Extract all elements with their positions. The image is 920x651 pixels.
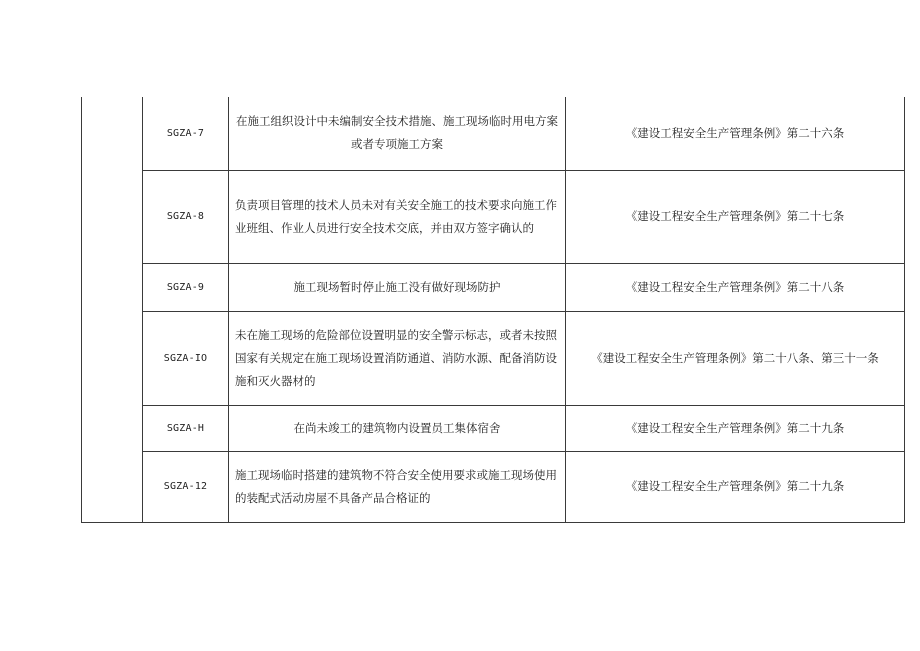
- table-row: [82, 311, 905, 405]
- table-row: [82, 170, 905, 263]
- legal-basis: 《建设工程安全生产管理条例》第二十九条: [566, 451, 905, 522]
- violation-description: 未在施工现场的危险部位设置明显的安全警示标志，或者未按照国家有关规定在施工现场设置消防通道、消防水源、配备消防设施和灭火器材的: [229, 311, 566, 405]
- legal-basis: 《建设工程安全生产管理条例》第二十八条: [566, 263, 905, 311]
- table-row: [82, 405, 905, 451]
- table-row: [82, 451, 905, 522]
- legal-basis: 《建设工程安全生产管理条例》第二十八条、第三十一条: [566, 311, 905, 405]
- violation-description: 施工现场临时搭建的建筑物不符合安全使用要求或施工现场使用的装配式活动房屋不具备产品合格证的: [229, 451, 566, 522]
- violation-code: SGZA-9: [143, 263, 229, 311]
- violation-code: SGZA-H: [143, 405, 229, 451]
- legal-basis: 《建设工程安全生产管理条例》第二十七条: [566, 170, 905, 263]
- violation-code: SGZA-8: [143, 170, 229, 263]
- table-row: [82, 263, 905, 311]
- merged-category-cell: [82, 97, 143, 522]
- violation-code: SGZA-12: [143, 451, 229, 522]
- legal-basis: 《建设工程安全生产管理条例》第二十六条: [566, 97, 905, 170]
- violation-description: 在尚未竣工的建筑物内设置员工集体宿舍: [229, 405, 566, 451]
- table-row: [82, 97, 905, 170]
- violation-description: 施工现场暂时停止施工没有做好现场防护: [229, 263, 566, 311]
- violation-table: [81, 97, 905, 523]
- violation-code: SGZA-IO: [143, 311, 229, 405]
- legal-basis: 《建设工程安全生产管理条例》第二十九条: [566, 405, 905, 451]
- violation-description: 在施工组织设计中未编制安全技术措施、施工现场临时用电方案或者专项施工方案: [229, 97, 566, 170]
- violation-code: SGZA-7: [143, 97, 229, 170]
- violation-description: 负责项目管理的技术人员未对有关安全施工的技术要求向施工作业班组、作业人员进行安全技术交底，并由双方签字确认的: [229, 170, 566, 263]
